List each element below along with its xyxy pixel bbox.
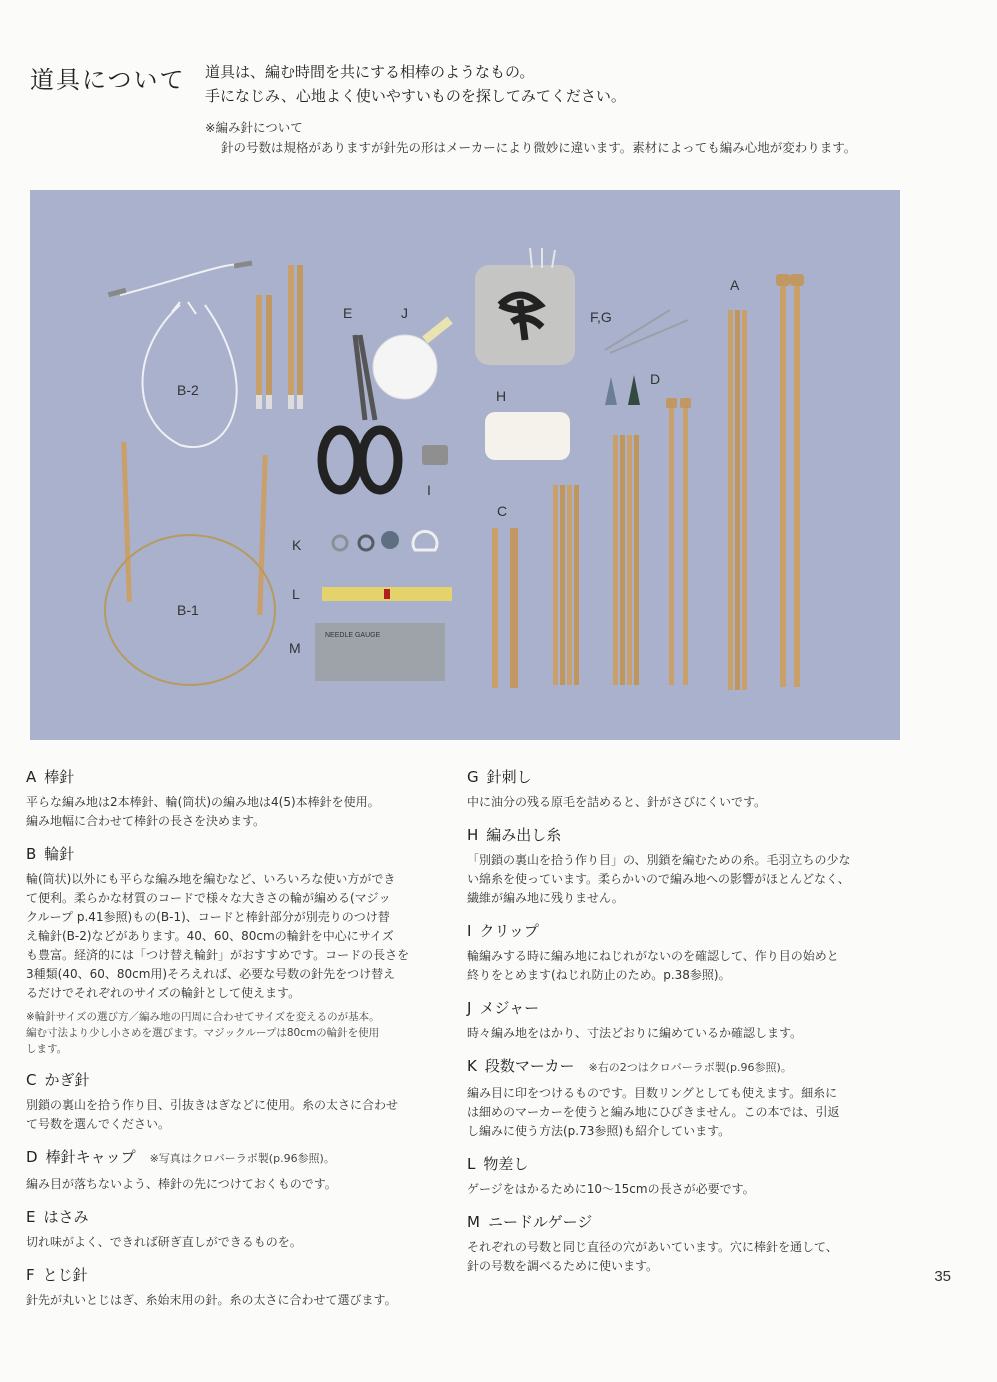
tool-item [26,766,446,831]
tool-heading [467,1153,907,1175]
tool-item [467,1055,907,1141]
tool-heading [467,1055,907,1079]
clip [422,445,448,465]
needle-gauge-text: NEEDLE GAUGE [325,632,381,639]
tools-illustration [30,190,900,740]
tool-heading [467,766,907,788]
photo-label-k: K [292,537,302,553]
description-line: 平らな編み地は2本棒針、輪(筒状)の編み地は4(5)本棒針を使用。 [26,795,380,809]
description-line: るだけでそれぞれのサイズの輪針として使えます。 [26,986,301,1000]
tool-title: とじ針 [42,1266,88,1284]
tool-title: 棒針 [44,768,75,786]
intro-text [205,60,626,108]
tool-description [467,1084,907,1141]
photo-label-i: I [427,482,431,498]
tool-item [467,920,907,985]
description-line: 編み地幅に合わせて棒針の長さを決めます。 [26,814,266,828]
page-number: 35 [934,1268,951,1285]
darning-needles [605,310,688,353]
description-line: 針の号数を調べるために使います。 [467,1259,659,1273]
tool-item [467,1153,907,1199]
tool-description [467,1180,907,1199]
needle-caps [605,375,640,405]
photo-label-fg: F,G [590,309,612,325]
tool-heading [26,1206,446,1228]
tool-title: 編み出し糸 [486,826,562,844]
photo-label-j: J [401,305,408,321]
photo-label-l: L [292,586,300,602]
tool-letter: G [467,768,479,786]
description-line: 編み目に印をつけるものです。目数リングとしても使えます。細糸に [467,1086,838,1100]
description-line: 中に油分の残る原毛を詰めると、針がさびにくいです。 [467,795,767,809]
description-line: は細めのマーカーを使うと編み地にひびきません。この本では、引返 [467,1105,840,1119]
tool-item [467,997,907,1043]
description-line: 3種類(40、60、80cm用)そろえれば、必要な号数の針先をつけ替え [26,967,396,981]
tool-letter: J [467,999,472,1017]
tool-description [467,1238,907,1276]
tool-heading [467,920,907,942]
intro-line: 道具は、編む時間を共にする相棒のようなもの。 [205,63,535,81]
description-line: 別鎖の裏山を拾う作り目、引抜きはぎなどに使用。糸の太さに合わせ [26,1098,399,1112]
tool-heading [467,1211,907,1233]
tool-title: クリップ [479,922,539,940]
tool-heading [26,843,446,865]
tool-item [467,824,907,908]
tool-heading [467,824,907,846]
tool-title: メジャー [479,999,540,1017]
tool-title: 針刺し [486,768,532,786]
interchangeable-needle-cord [108,260,253,447]
ruler [322,587,452,601]
tool-description [467,793,907,812]
tool-letter: I [467,922,472,940]
tool-title: 段数マーカー [484,1057,575,1075]
tool-heading [26,766,446,788]
photo-label-h: H [496,388,507,404]
tool-item [26,1264,446,1310]
note-text: 針の号数は規格がありますが針先の形はメーカーにより微妙に違います。素材によっても編み心地が変わります。 [221,140,857,155]
intro-line: 手になじみ、心地よく使いやすいものを探してみてください。 [205,87,626,105]
description-line: 輪(筒状)以外にも平らな編み地を編むなど、いろいろな使い方ができ [26,872,396,886]
tool-letter: B [26,845,37,863]
tool-letter: C [26,1071,37,1089]
tools-photo [30,190,900,740]
tool-small-note [26,1009,446,1057]
tool-description [467,1024,907,1043]
cotton-yarn [485,412,570,460]
tool-title: はさみ [43,1208,89,1226]
tape-measure [373,320,450,399]
small-note-line: します。 [26,1043,68,1055]
description-line: 切れ味がよく、できれば研ぎ直しができるものを。 [26,1235,302,1249]
small-note-line: ※輪針サイズの選び方／編み地の円周に合わせてサイズを変えるのが基本。 [26,1011,380,1023]
tool-title: かぎ針 [44,1071,90,1089]
description-line: て号数を選んでください。 [26,1117,171,1131]
tool-title: ニードルゲージ [487,1213,593,1231]
pincushion [475,248,575,365]
tool-description [467,851,907,908]
stitch-markers [333,531,437,550]
tool-description [26,1175,446,1194]
tool-description [26,1096,446,1134]
note-title: ※編み針について [205,120,303,135]
tool-letter: H [467,826,479,844]
tool-description [467,947,907,985]
tool-letter: E [26,1208,36,1226]
needle-note [205,118,856,158]
tool-letter: M [467,1213,480,1231]
tool-description [26,793,446,831]
description-line: 針先が丸いとじはぎ、糸始末用の針。糸の太さに合わせて選びます。 [26,1293,397,1307]
tool-title: 物差し [483,1155,529,1173]
photo-label-d: D [650,371,661,387]
description-line: 終りをとめます(ねじれ防止のため。p.38参照)。 [467,968,731,982]
description-line: クループ p.41参照)もの(B-1)、コードと棒針部分が別売りのつけ替 [26,910,390,924]
tool-title: 棒針キャップ [45,1148,136,1166]
needle-gauge [315,623,445,681]
description-line: て便利。柔らかな材質のコードで様々な大きさの輪が編める(マジッ [26,891,391,905]
tool-letter: A [26,768,37,786]
tool-list-right [467,766,907,1288]
tool-heading-note: ※右の2つはクロバーラボ製(p.96参照)。 [588,1061,792,1074]
page-title: 道具について [30,66,186,94]
tool-heading [467,997,907,1019]
double-pointed-needles [553,310,747,690]
description-line: 輪編みする時に編み地にねじれがないのを確認して、作り目の始めと [467,949,839,963]
tool-description [26,1291,446,1310]
photo-label-a: A [730,277,740,293]
description-line: それぞれの号数と同じ直径の穴があいています。穴に棒針を通して、 [467,1240,838,1254]
description-line: 繊維が編み地に残りません。 [467,891,624,905]
tool-letter: D [26,1148,38,1166]
tool-item [467,1211,907,1276]
tool-letter: L [467,1155,476,1173]
description-line: 編み目が落ちないよう、棒針の先につけておくものです。 [26,1177,337,1191]
description-line: え輪針(B-2)などがあります。40、60、80cmの輪針を中心にサイズ [26,929,394,943]
photo-label-m: M [289,640,301,656]
circular-needle [105,442,275,685]
tool-title: 輪針 [44,845,75,863]
description-line: 「別鎖の裏山を拾う作り目」の、別鎖を編むための糸。毛羽立ちの少な [467,853,851,867]
tool-item [26,1146,446,1194]
photo-label-b1: B-1 [177,602,199,618]
tool-heading-note: ※写真はクロバーラボ製(p.96参照)。 [149,1152,335,1165]
tool-heading [26,1146,446,1170]
tool-item [26,1069,446,1134]
interchangeable-needle-tips [256,265,303,409]
photo-label-c: C [497,503,508,519]
tool-heading [26,1069,446,1091]
description-line: い綿糸を使っています。柔らかいので編み地への影響がほとんどなく、 [467,872,850,886]
tool-list-left [26,766,446,1322]
tool-item [26,1206,446,1252]
description-line: も豊富。経済的には「つけ替え輪針」がおすすめです。コードの長さを [26,948,410,962]
tool-item [26,843,446,1057]
tool-description [26,870,446,1003]
description-line: し編みに使う方法(p.73参照)も紹介しています。 [467,1124,731,1138]
crochet-hooks [492,528,518,688]
description-line: 時々編み地をはかり、寸法どおりに編めているか確認します。 [467,1026,803,1040]
tool-description [26,1233,446,1252]
tool-heading [26,1264,446,1286]
small-note-line: 編む寸法より少し小さめを選びます。マジックループは80cmの輪針を使用 [26,1027,380,1039]
photo-label-b2: B-2 [177,382,199,398]
tool-letter: K [467,1057,477,1075]
tool-item [467,766,907,812]
tool-letter: F [26,1266,35,1284]
description-line: ゲージをはかるために10～15cmの長さが必要です。 [467,1182,755,1196]
photo-label-e: E [343,305,353,321]
